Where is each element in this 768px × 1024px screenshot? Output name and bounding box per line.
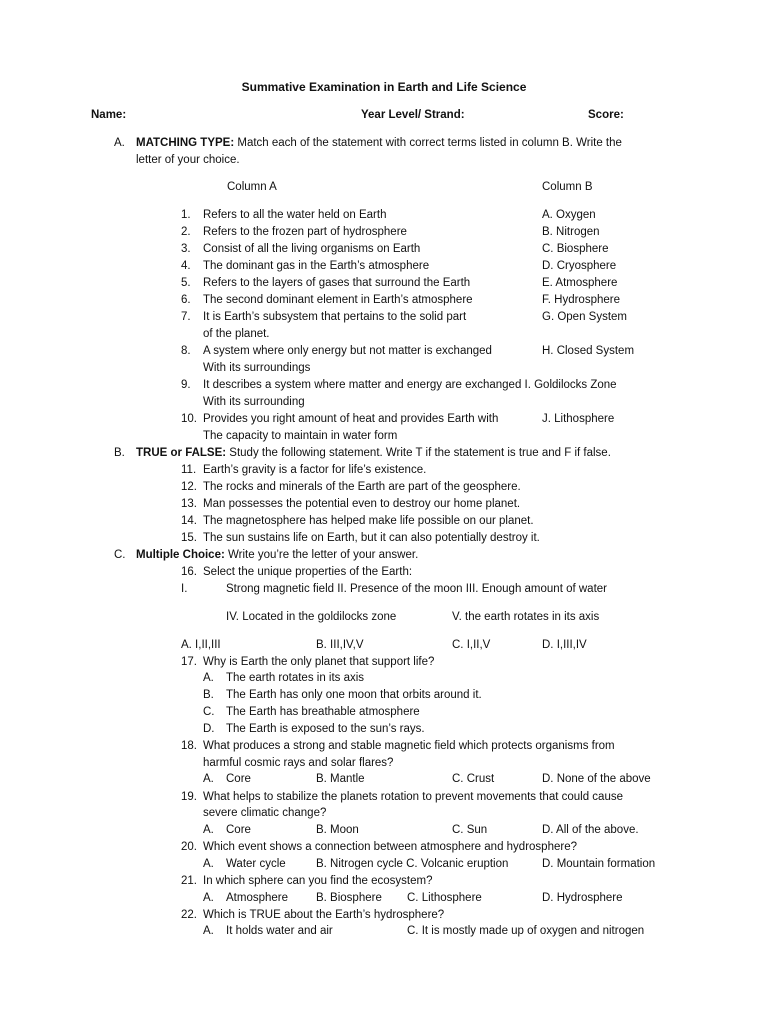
option-text: D. None of the above [542, 773, 651, 785]
section-instruction [136, 446, 611, 460]
item-term: B. Nitrogen [542, 226, 600, 238]
item-number: 10. [181, 413, 197, 425]
item-statement: The dominant gas in the Earth’s atmosphere [203, 260, 430, 272]
score-label: Score: [588, 109, 624, 121]
question-number: 20. [181, 841, 197, 853]
question-text-continued: severe climatic change? [203, 807, 327, 819]
question-number: 19. [181, 791, 197, 803]
item-term: H. Closed System [542, 345, 635, 357]
item-term: J. Lithosphere [542, 413, 615, 425]
item-statement: Earth’s gravity is a factor for life’s existence. [203, 464, 427, 476]
question-number: 17. [181, 656, 197, 668]
option-text: Atmosphere [226, 892, 289, 904]
item-number: 12. [181, 481, 197, 493]
item-number: 4. [181, 260, 191, 272]
item-statement: The sun sustains life on Earth, but it can also potentially destroy it. [203, 532, 540, 544]
option-letter: C. [203, 706, 215, 718]
option-text: It holds water and air [226, 925, 333, 937]
choice-option: D. I,III,IV [542, 639, 587, 651]
item-number: 1. [181, 209, 191, 221]
item-term: G. Open System [542, 311, 628, 323]
item-term: E. Atmosphere [542, 277, 618, 289]
property-list: Strong magnetic field II. Presence of the moon III. Enough amount of water [226, 583, 607, 595]
item-statement: The magnetosphere has helped make life possible on our planet. [203, 515, 534, 527]
roman-numeral: I. [181, 583, 188, 595]
section-heading: Multiple Choice: [136, 549, 225, 561]
question-text: Why is Earth the only planet that support life? [203, 656, 435, 668]
property-list: V. the earth rotates in its axis [452, 611, 600, 623]
option-text: C. Lithosphere [407, 892, 482, 904]
item-statement: Provides you right amount of heat and provides Earth with [203, 413, 499, 425]
section-heading: TRUE or FALSE: [136, 447, 227, 459]
section-instruction [136, 548, 418, 562]
item-statement-continued: The capacity to maintain in water form [203, 430, 398, 442]
section-letter: A. [114, 137, 125, 149]
item-number: 14. [181, 515, 197, 527]
choice-option: A. I,II,III [181, 639, 221, 651]
question-text: Select the unique properties of the Earth: [203, 566, 413, 578]
option-text: The Earth is exposed to the sun’s rays. [226, 723, 425, 735]
instruction-continuation: letter of your choice. [136, 154, 240, 166]
option-letter: A. [203, 672, 214, 684]
option-letter: A. [203, 925, 214, 937]
option-text: D. Hydrosphere [542, 892, 623, 904]
option-text: B. Nitrogen cycle C. Volcanic eruption [316, 858, 509, 870]
item-statement: A system where only energy but not matter is exchanged [203, 345, 492, 357]
item-statement: The rocks and minerals of the Earth are part of the geosphere. [203, 481, 521, 493]
option-text: Core [226, 824, 251, 836]
option-text: B. Biosphere [316, 892, 382, 904]
item-statement: Man possesses the potential even to destroy our home planet. [203, 498, 521, 510]
item-number: 5. [181, 277, 191, 289]
item-statement-continued: of the planet. [203, 328, 270, 340]
question-text: Which is TRUE about the Earth’s hydrosphere? [203, 909, 445, 921]
option-letter: A. [203, 858, 214, 870]
section-heading: MATCHING TYPE: [136, 137, 235, 149]
option-text: The Earth has only one moon that orbits around it. [226, 689, 482, 701]
section-letter: B. [114, 447, 125, 459]
option-text: D. Mountain formation [542, 858, 656, 870]
item-term: C. Biosphere [542, 243, 609, 255]
question-text: In which sphere can you find the ecosystem? [203, 875, 433, 887]
question-number: 22. [181, 909, 197, 921]
item-statement: Refers to the frozen part of hydrosphere [203, 226, 407, 238]
section-instruction [136, 136, 622, 150]
item-statement: Refers to the layers of gases that surround the Earth [203, 277, 471, 289]
item-statement: It is Earth’s subsystem that pertains to the solid part [203, 311, 467, 323]
item-number: 6. [181, 294, 191, 306]
item-statement: The second dominant element in Earth’s atmosphere [203, 294, 473, 306]
option-text: D. All of the above. [542, 824, 639, 836]
item-statement: Refers to all the water held on Earth [203, 209, 387, 221]
option-letter: D. [203, 723, 215, 735]
name-label: Name: [91, 109, 127, 121]
option-text: Water cycle [226, 858, 286, 870]
question-text: Which event shows a connection between atmosphere and hydrosphere? [203, 841, 577, 853]
question-number: 21. [181, 875, 197, 887]
instruction-text: Study the following statement. Write T if the statement is true and F if false. [226, 447, 611, 459]
item-number: 13. [181, 498, 197, 510]
option-text: C. Crust [452, 773, 495, 785]
item-number: 7. [181, 311, 191, 323]
instruction-text: Match each of the statement with correct terms listed in column B. Write the [234, 137, 622, 149]
option-letter: B. [203, 689, 214, 701]
choice-option: B. III,IV,V [316, 639, 364, 651]
property-list: IV. Located in the goldilocks zone [226, 611, 397, 623]
item-statement: Consist of all the living organisms on Earth [203, 243, 421, 255]
choice-option: C. I,II,V [452, 639, 491, 651]
item-statement: It describes a system where matter and energy are exchanged I. Goldilocks Zone [203, 379, 617, 391]
column-a-header: Column A [227, 181, 277, 193]
item-number: 15. [181, 532, 197, 544]
question-number: 16. [181, 566, 197, 578]
option-text: The earth rotates in its axis [226, 672, 365, 684]
option-text: The Earth has breathable atmosphere [226, 706, 420, 718]
column-b-header: Column B [542, 181, 593, 193]
item-statement-continued: With its surroundings [203, 362, 311, 374]
item-number: 2. [181, 226, 191, 238]
item-number: 9. [181, 379, 191, 391]
option-text: Core [226, 773, 251, 785]
option-letter: A. [203, 892, 214, 904]
option-text: C. Sun [452, 824, 488, 836]
item-term: A. Oxygen [542, 209, 596, 221]
item-number: 11. [181, 464, 197, 476]
option-letter: A. [203, 773, 214, 785]
option-text: C. It is mostly made up of oxygen and nitrogen [407, 925, 645, 937]
exam-title: Summative Examination in Earth and Life Science [241, 80, 527, 94]
year-level-label: Year Level/ Strand: [361, 109, 465, 121]
section-letter: C. [114, 549, 126, 561]
item-term: D. Cryosphere [542, 260, 617, 272]
item-statement-continued: With its surrounding [203, 396, 305, 408]
question-text: What produces a strong and stable magnetic field which protects organisms from [203, 740, 615, 752]
option-text: B. Moon [316, 824, 359, 836]
item-number: 8. [181, 345, 191, 357]
question-text: What helps to stabilize the planets rotation to prevent movements that could cause [203, 791, 623, 803]
question-text-continued: harmful cosmic rays and solar flares? [203, 757, 394, 769]
item-number: 3. [181, 243, 191, 255]
option-text: B. Mantle [316, 773, 365, 785]
instruction-text: Write you’re the letter of your answer. [224, 549, 419, 561]
option-letter: A. [203, 824, 214, 836]
item-term: F. Hydrosphere [542, 294, 620, 306]
question-number: 18. [181, 740, 197, 752]
